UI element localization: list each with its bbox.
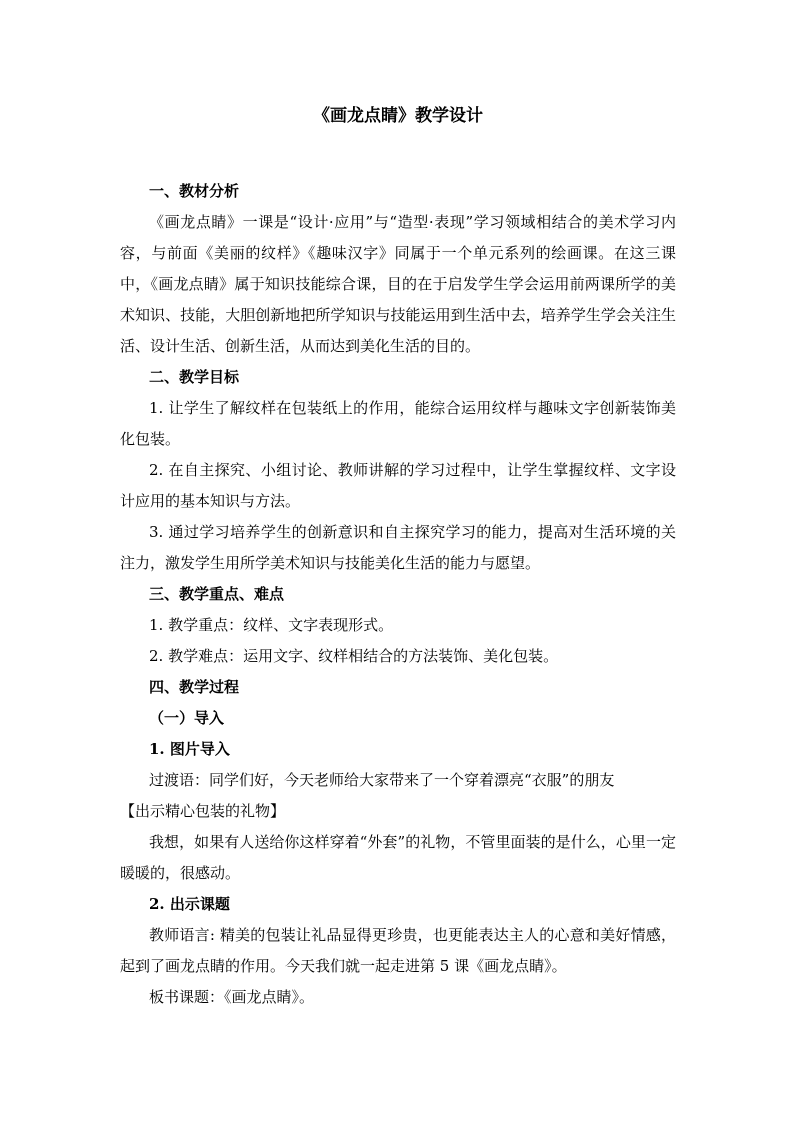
subsection-heading-intro: （一）导入: [149, 709, 225, 727]
key-point-item-1: 1. 教学重点：纹样、文字表现形式。: [149, 616, 394, 634]
step-heading-picture-intro: 1. 图片导入: [149, 740, 230, 758]
section-heading-analysis: 一、教材分析: [149, 182, 240, 200]
goal-item-1: 1. 让学生了解纹样在包装纸上的作用，能综合运用纹样与趣味文字创新装饰美化包装。: [120, 399, 676, 448]
document-title: 《画龙点睛》教学设计: [313, 106, 483, 126]
section-heading-key-points: 三、教学重点、难点: [149, 585, 285, 603]
section-heading-process: 四、教学过程: [149, 678, 240, 696]
blackboard-title-paragraph: 板书课题：《画龙点睛》。: [149, 988, 315, 1006]
document-content: [120, 104, 676, 1013]
goal-item-2: 2. 在自主探究、小组讨论、教师讲解的学习过程中，让学生掌握纹样、文字设计应用的基本知识与方法。: [120, 461, 676, 510]
gift-paragraph: 我想，如果有人送给你这样穿着“外套”的礼物，不管里面装的是什么，心里一定暖暖的，很感动。: [120, 833, 676, 882]
show-gift-note: 【出示精心包装的礼物】: [120, 802, 286, 820]
step-heading-show-topic: 2. 出示课题: [149, 895, 230, 913]
section-heading-goals: 二、教学目标: [149, 368, 240, 386]
analysis-paragraph: 《画龙点睛》一课是“设计·应用”与“造型·表现”学习领域相结合的美术学习内容，与前面《美丽的纹样》《趣味汉字》同属于一个单元系列的绘画课。在这三课中，《画龙点睛》属于知识技能综合课，目的在于启发学生学会运用前两课所学的美术知识、技能，大胆创新地把所学知识与技能运用到生活中去，培养学生学会关注生活、设计生活、创新生活，从而达到美化生活的目的。: [120, 213, 676, 355]
transition-paragraph: 过渡语：同学们好，今天老师给大家带来了一个穿着漂亮“衣服”的朋友: [149, 771, 615, 789]
goal-item-3: 3. 通过学习培养学生的创新意识和自主探究学习的能力，提高对生活环境的关注力，激发学生用所学美术知识与技能美化生活的能力与愿望。: [120, 523, 676, 572]
key-point-item-2: 2. 教学难点：运用文字、纹样相结合的方法装饰、美化包装。: [149, 647, 559, 665]
teacher-language-paragraph: 教师语言: 精美的包装让礼品显得更珍贵，也更能表达主人的心意和美好情感，起到了画龙点睛的作用。今天我们就一起走进第 5 课《画龙点睛》。: [120, 926, 676, 975]
